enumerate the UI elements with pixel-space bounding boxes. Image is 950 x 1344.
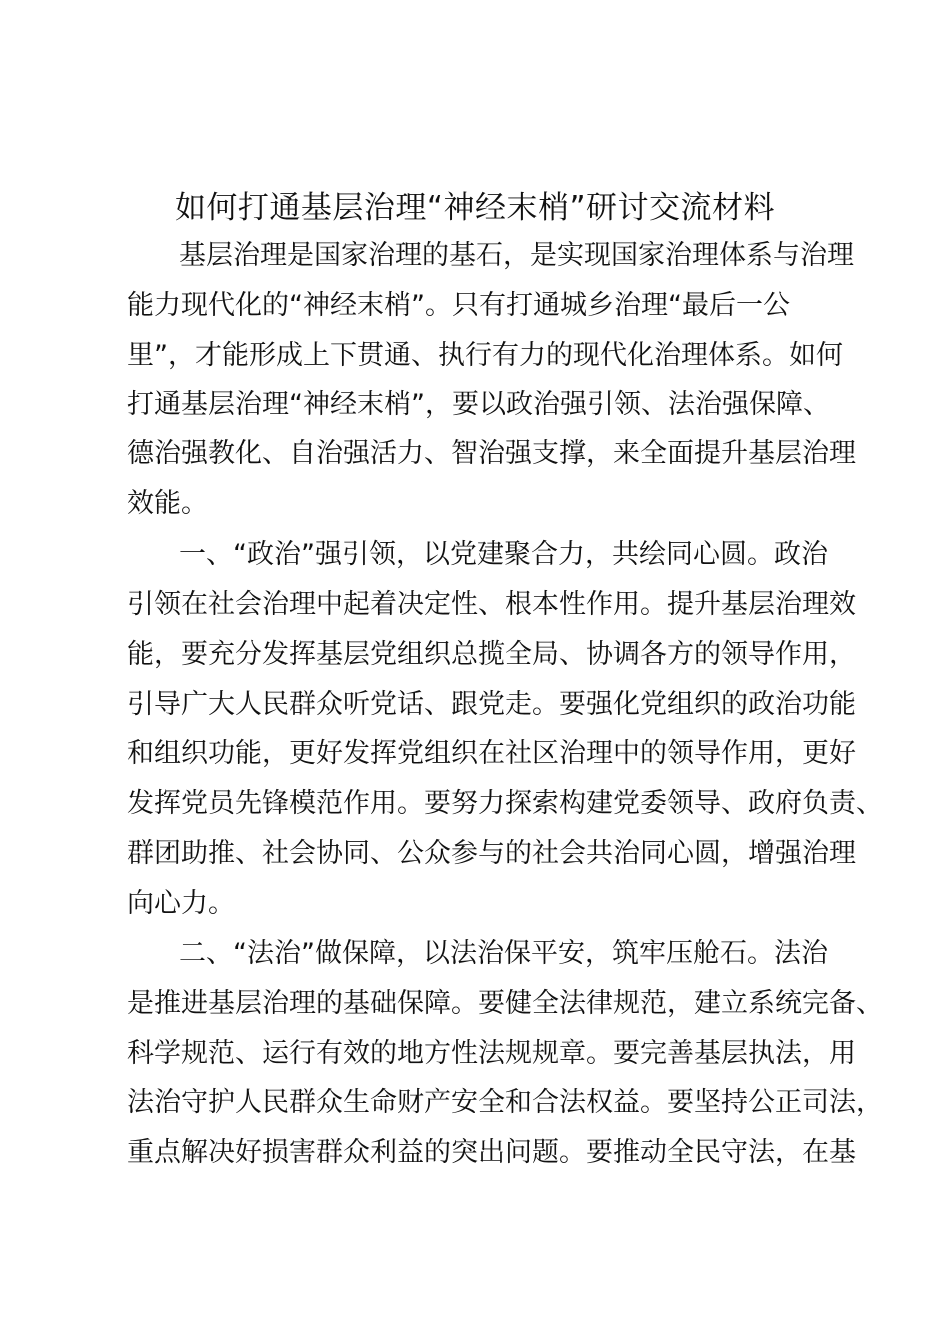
text-line: 二、“法治”做保障，以法治保平安，筑牢压舱石。法治 xyxy=(179,938,828,969)
text-line: 里”，才能形成上下贯通、执行有力的现代化治理体系。如何 xyxy=(127,340,843,371)
text-line: 引领在社会治理中起着决定性、根本性作用。提升基层治理效 xyxy=(127,589,856,620)
text-line: 科学规范、运行有效的地方性法规规章。要完善基层执法，用 xyxy=(127,1038,856,1069)
text-line: 重点解决好损害群众利益的突出问题。要推动全民守法，在基 xyxy=(127,1137,856,1168)
text-line: 能力现代化的“神经末梢”。只有打通城乡治理“最后一公 xyxy=(127,290,790,321)
text-line: 发挥党员先锋模范作用。要努力探索构建党委领导、政府负责、 xyxy=(127,788,883,819)
text-line: 引导广大人民群众听党话、跟党走。要强化党组织的政治功能 xyxy=(127,689,856,720)
text-line: 是推进基层治理的基础保障。要健全法律规范，建立系统完备、 xyxy=(127,988,883,1019)
text-line: 能，要充分发挥基层党组织总揽全局、协调各方的领导作用， xyxy=(127,639,856,670)
text-line: 和组织功能，更好发挥党组织在社区治理中的领导作用，更好 xyxy=(127,738,856,769)
text-line: 向心力。 xyxy=(127,888,235,919)
text-line: 效能。 xyxy=(127,488,208,519)
text-line: 群团助推、社会协同、公众参与的社会共治同心圆，增强治理 xyxy=(127,838,856,869)
text-line: 德治强教化、自治强活力、智治强支撑，来全面提升基层治理 xyxy=(127,438,856,469)
text-line: 打通基层治理“神经末梢”，要以政治强引领、法治强保障、 xyxy=(127,389,830,420)
text-line: 一、“政治”强引领，以党建聚合力，共绘同心圆。政治 xyxy=(179,539,828,570)
document-title: 如何打通基层治理“神经末梢”研讨交流材料 xyxy=(174,190,776,226)
text-line: 基层治理是国家治理的基石，是实现国家治理体系与治理 xyxy=(179,240,854,271)
text-line: 法治守护人民群众生命财产安全和合法权益。要坚持公正司法， xyxy=(127,1087,883,1118)
